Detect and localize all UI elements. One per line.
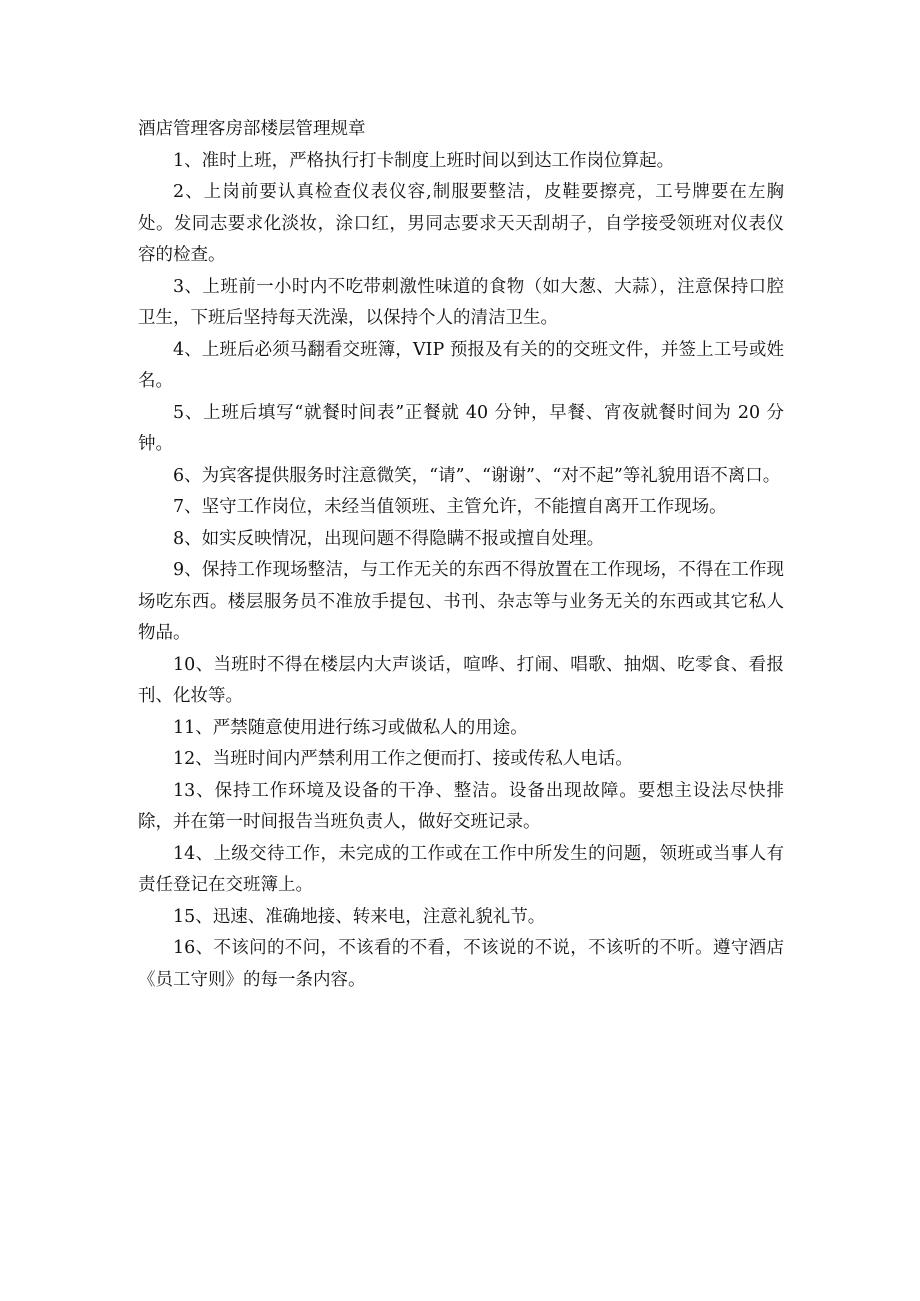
document-body <box>138 114 784 996</box>
rule-paragraph-5: 5、上班后填写“就餐时间表”正餐就 40 分钟，早餐、宵夜就餐时间为 20 分钟。 <box>138 402 784 454</box>
rule-paragraph-4: 4、上班后必须马翻看交班簿，VIP 预报及有关的的交班文件，并签上工号或姓名。 <box>138 339 784 391</box>
rule-paragraph-14: 14、上级交待工作，未完成的工作或在工作中所发生的问题，领班或当事人有责任登记在交班簿上。 <box>138 843 784 895</box>
rule-paragraph-3: 3、上班前一小时内不吃带刺激性味道的食物（如大葱、大蒜），注意保持口腔卫生，下班后坚持每天洗澡，以保持个人的清洁卫生。 <box>138 276 784 328</box>
rule-paragraph-13: 13、保持工作环境及设备的干净、整洁。设备出现故障。要想主设法尽快排除，并在第一时间报告当班负责人，做好交班记录。 <box>138 780 784 832</box>
rule-paragraph-15: 15、迅速、准确地接、转来电，注意礼貌礼节。 <box>173 906 546 927</box>
document-title: 酒店管理客房部楼层管理规章 <box>138 119 366 139</box>
rule-paragraph-7: 7、坚守工作岗位，未经当值领班、主管允许，不能擅自离开工作现场。 <box>173 497 727 517</box>
rule-paragraph-11: 11、严禁随意使用进行练习或做私人的用途。 <box>173 717 528 738</box>
rule-paragraph-9: 9、保持工作现场整洁，与工作无关的东西不得放置在工作现场，不得在工作现场吃东西。楼层服务员不准放手提包、书刊、杂志等与业务无关的东西或其它私人物品。 <box>138 560 784 643</box>
rule-paragraph-6: 6、为宾客提供服务时注意微笑，“请”、“谢谢”、“对不起”等礼貌用语不离口。 <box>173 465 781 486</box>
rule-paragraph-10: 10、当班时不得在楼层内大声谈话，喧哗、打闹、唱歌、抽烟、吃零食、看报刊、化妆等。 <box>138 654 784 706</box>
rule-paragraph-8: 8、如实反映情况，出现问题不得隐瞒不报或擅自处理。 <box>173 528 605 549</box>
rule-paragraph-2: 2、上岗前要认真检查仪表仪容,制服要整洁，皮鞋要擦亮，工号牌要在左胸处。发同志要求化淡妆，涂口红，男同志要求天天刮胡子，自学接受领班对仪表仪容的检查。 <box>138 182 784 265</box>
rule-paragraph-16: 16、不该问的不问，不该看的不看，不该说的不说，不该听的不听。遵守酒店《员工守则》的每一条内容。 <box>138 938 784 990</box>
rule-paragraph-12: 12、当班时间内严禁利用工作之便而打、接或传私人电话。 <box>173 749 633 769</box>
rule-paragraph-1: 1、准时上班，严格执行打卡制度上班时间以到达工作岗位算起。 <box>173 150 675 171</box>
